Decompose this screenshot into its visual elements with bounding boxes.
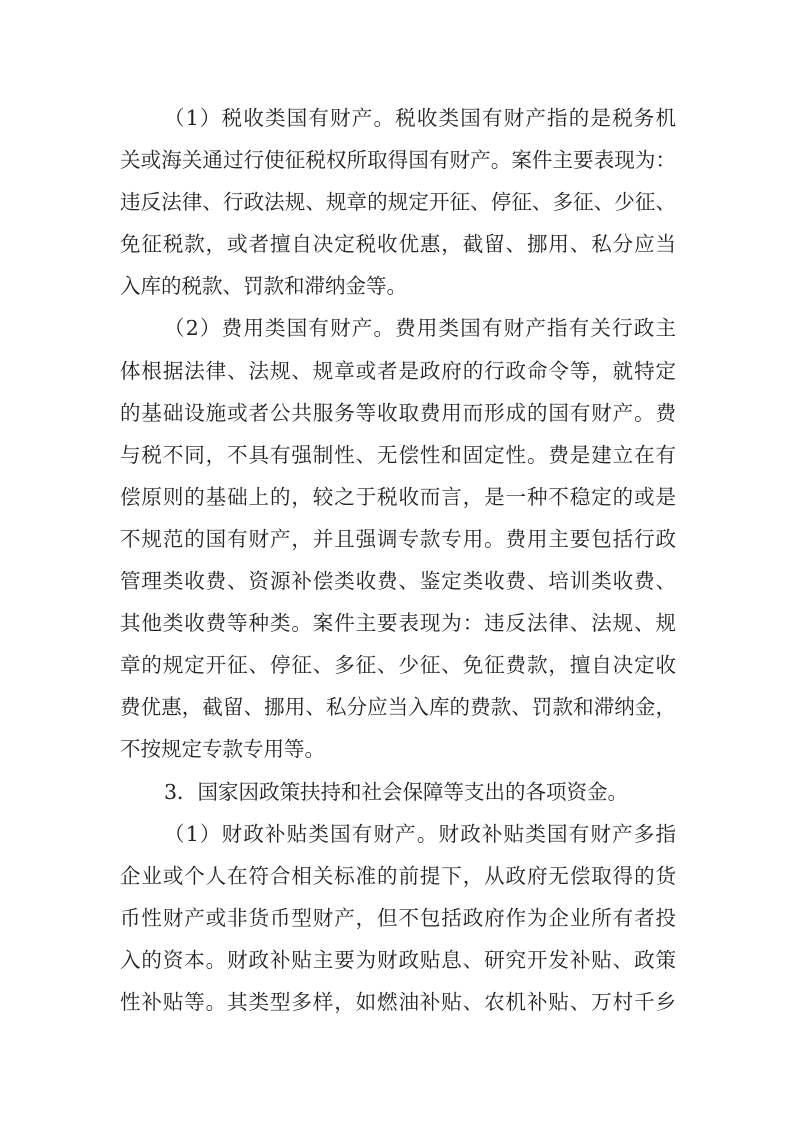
section-heading-policy-funds: [0, 771, 793, 813]
text-line: 违反法律、行政法规、规章的规定开征、停征、多征、少征、: [120, 190, 676, 215]
text-line: 入的资本。财政补贴主要为财政贴息、研究开发补贴、政策: [120, 947, 676, 972]
text-line: 不按规定专款专用等。: [120, 737, 325, 762]
text-line: 的基础设施或者公共服务等收取费用而形成的国有财产。费: [120, 400, 676, 425]
text-line: 与税不同，不具有强制性、无偿性和固定性。费是建立在有: [120, 442, 676, 467]
text-line: 其他类收费等种类。案件主要表现为：违反法律、法规、规: [120, 611, 676, 636]
text-line: 体根据法律、法规、规章或者是政府的行政命令等，就特定: [120, 358, 676, 383]
text-line: 性补贴等。其类型多样，如燃油补贴、农机补贴、万村千乡: [120, 989, 676, 1014]
paragraph-tax-state-assets: [0, 97, 793, 307]
text-line: 免征税款，或者擅自决定税收优惠，截留、挪用、私分应当: [120, 232, 676, 257]
text-line: 偿原则的基础上的，较之于税收而言，是一种不稳定的或是: [120, 484, 676, 509]
text-line: （2）费用类国有财产。费用类国有财产指有关行政主: [164, 316, 676, 341]
text-line: 币性财产或非货币型财产，但不包括政府作为企业所有者投: [120, 905, 676, 930]
text-line: 管理类收费、资源补偿类收费、鉴定类收费、培训类收费、: [120, 569, 676, 594]
text-line: （1）税收类国有财产。税收类国有财产指的是税务机: [164, 106, 676, 130]
paragraph-fee-state-assets: [0, 307, 793, 770]
text-line: 费优惠，截留、挪用、私分应当入库的费款、罚款和滞纳金，: [120, 695, 676, 720]
text-line: 3．国家因政策扶持和社会保障等支出的各项资金。: [164, 779, 629, 804]
paragraph-subsidy-state-assets: [0, 813, 793, 1023]
text-line: 企业或个人在符合相关标准的前提下，从政府无偿取得的货: [120, 863, 676, 888]
text-line: 章的规定开征、停征、多征、少征、免征费款，擅自决定收: [120, 653, 676, 678]
text-line: 不规范的国有财产，并且强调专款专用。费用主要包括行政: [120, 526, 676, 551]
text-line: 入库的税款、罚款和滞纳金等。: [120, 274, 407, 299]
text-line: （1）财政补贴类国有财产。财政补贴类国有财产多指: [164, 821, 676, 846]
text-line: 关或海关通过行使征税权所取得国有财产。案件主要表现为：: [120, 148, 676, 173]
